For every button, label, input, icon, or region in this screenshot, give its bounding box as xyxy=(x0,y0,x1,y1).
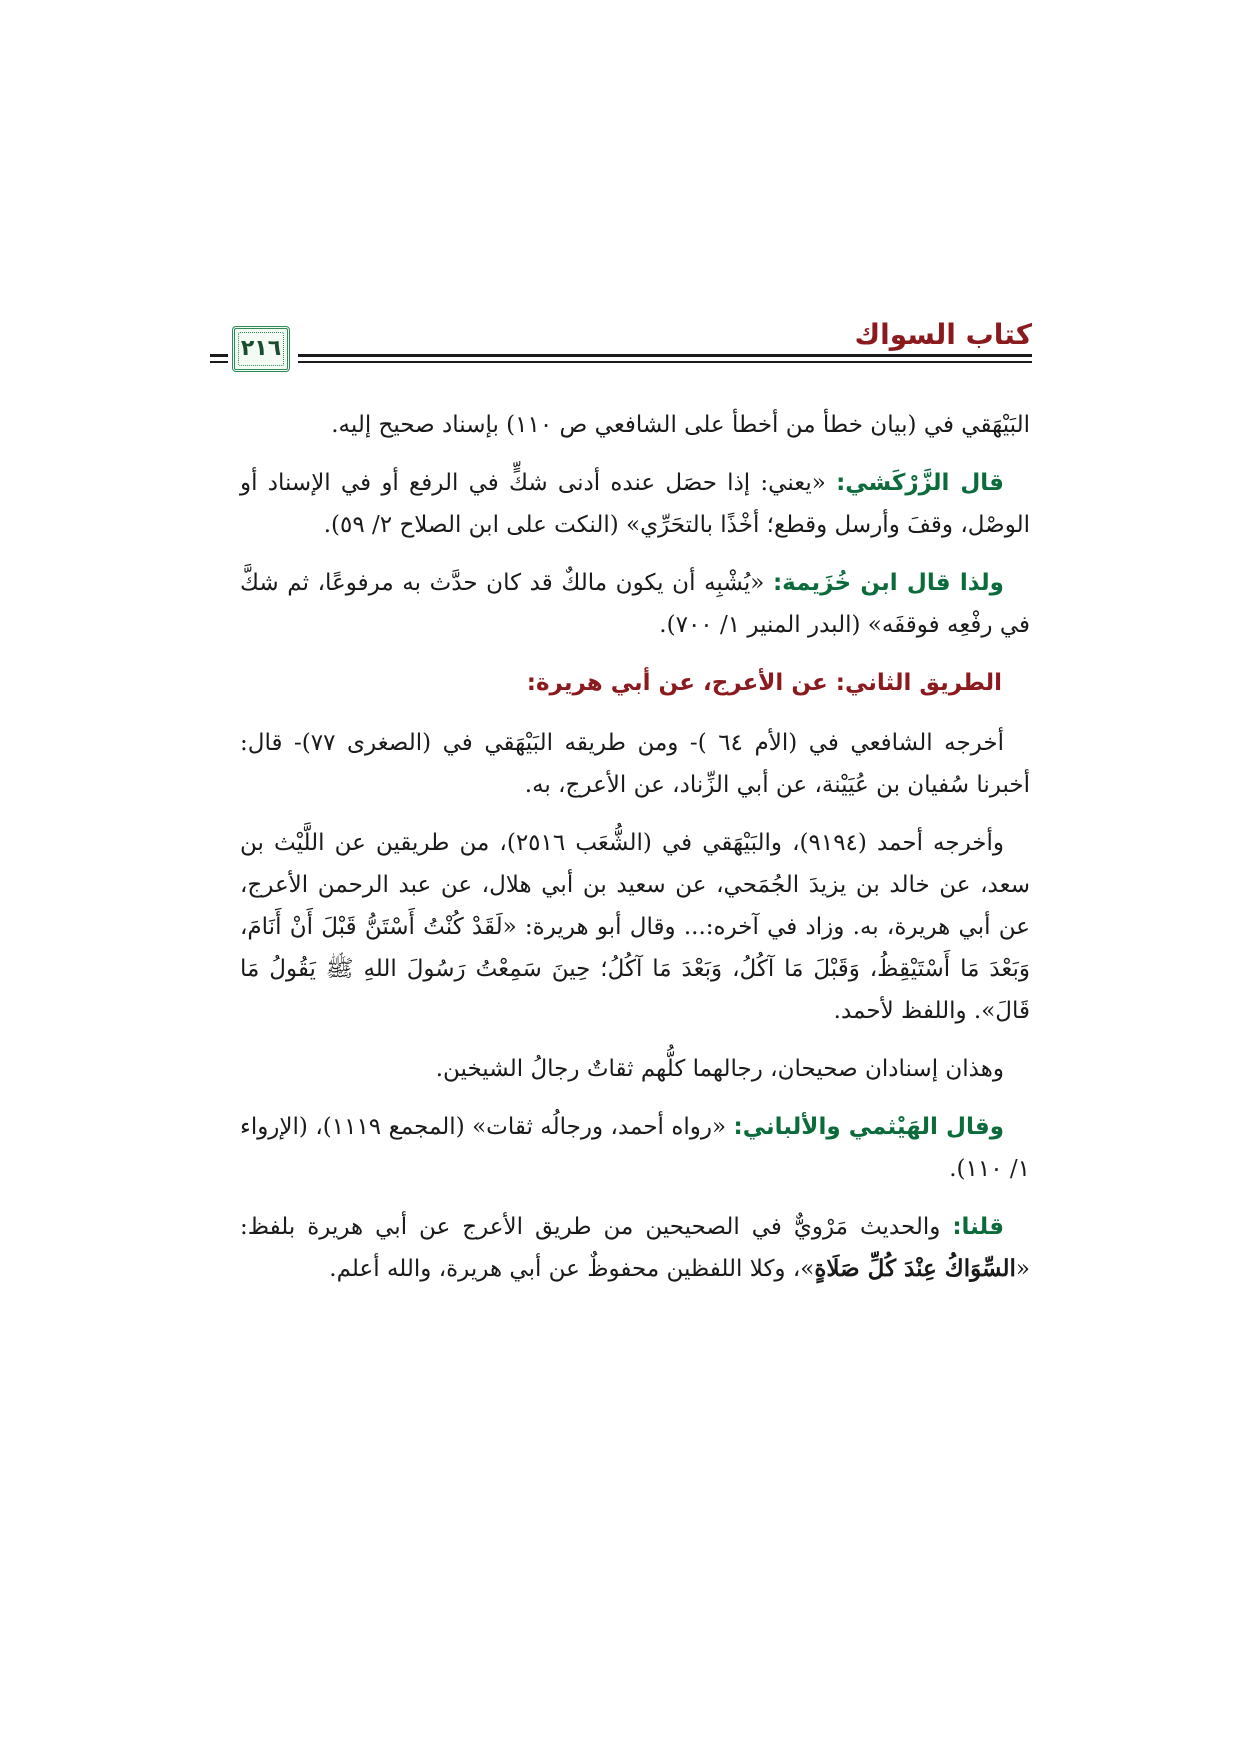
paragraph-text: «رواه أحمد، ورجالُه ثقات» (المجمع ١١١٩)، (الإرواء ١/ ١١٠). xyxy=(240,1114,1030,1182)
paragraph-shafii: أخرجه الشافعي في (الأم ٦٤ )- ومن طريقه البَيْهَقي في (الصغرى ٧٧)- قال: أخبرنا سُفيان بن عُيَيْنة، عن أبي الزِّناد، عن الأعرج، به. xyxy=(240,730,1030,798)
paragraph-text: والحديث مَرْويٌّ في الصحيحين من طريق الأعرج عن أبي هريرة بلفظ: « xyxy=(240,1214,1030,1282)
page-header xyxy=(210,318,1032,378)
paragraph-ahmad: وأخرجه أحمد (٩١٩٤)، والبَيْهَقي في (الشُّعَب ٢٥١٦)، من طريقين عن اللَّيْث بن سعد، عن خالد بن يزيدَ الجُمَحي، عن سعيد بن أبي هلال، عن عبد الرحمن الأعرج، عن أبي هريرة، به. وزاد في آخره:... وقال أبو هريرة: «لَقَدْ كُنْتُ أَسْتَنُّ قَبْلَ أَنْ أَنَامَ، وَبَعْدَ مَا أَسْتَيْقِظُ، وَقَبْلَ مَا آكُلُ، وَبَعْدَ مَا آكُلُ؛ حِينَ سَمِعْتُ رَسُولَ اللهِ ﷺ يَقُولُ مَا قَالَ». واللفظ لأحمد. xyxy=(240,830,1030,1024)
header-rule-left-thin xyxy=(210,361,228,363)
book-title: كتاب السواك xyxy=(854,318,1032,351)
paragraph-haythami xyxy=(240,1106,1030,1190)
header-rule-thin xyxy=(298,361,1032,363)
hadith-quote: السِّوَاكُ عِنْدَ كُلِّ صَلَاةٍ xyxy=(814,1255,1016,1282)
paragraph-text: «يُشْبِه أن يكون مالكٌ قد كان حدَّث به مرفوعًا، ثم شكَّ في رفْعِه فوقفَه» (البدر المنير ١/ ٧٠٠). xyxy=(240,570,1030,638)
speaker-label: قال الزَّرْكَشي: xyxy=(836,470,1004,496)
page-number-frame xyxy=(232,326,290,372)
speaker-label: وقال الهَيْثمي والألباني: xyxy=(733,1114,1005,1140)
speaker-label: ولذا قال ابن خُزَيمة: xyxy=(772,570,1004,596)
paragraph-text: »، وكلا اللفظين محفوظٌ عن أبي هريرة، والله أعلم. xyxy=(329,1256,815,1282)
paragraph-text: «يعني: إذا حصَل عنده أدنى شكٍّ في الرفع أو في الإسناد أو الوصْل، وقفَ وأرسل وقطع؛ أخْذًا بالتحَرِّي» (النكت على ابن الصلاح ٢/ ٥٩). xyxy=(240,470,1030,538)
header-rule-left xyxy=(210,354,228,357)
paragraph-1: البَيْهَقي في (بيان خطأ من أخطأ على الشافعي ص ١١٠) بإسناد صحيح إليه. xyxy=(331,412,1030,438)
speaker-label: قلنا: xyxy=(952,1214,1004,1240)
paragraph-khuzaymah xyxy=(240,562,1030,646)
paragraph-zarkashi xyxy=(240,462,1030,546)
section-heading: الطريق الثاني: عن الأعرج، عن أبي هريرة: xyxy=(526,670,1002,696)
page-number: ٢١٦ xyxy=(240,336,282,361)
paragraph-conclusion xyxy=(240,1206,1030,1290)
header-rule xyxy=(298,354,1032,357)
page-body xyxy=(240,404,1030,1306)
paragraph-isnad: وهذان إسنادان صحيحان، رجالهما كلُّهم ثقاتٌ رجالُ الشيخين. xyxy=(435,1056,1004,1082)
